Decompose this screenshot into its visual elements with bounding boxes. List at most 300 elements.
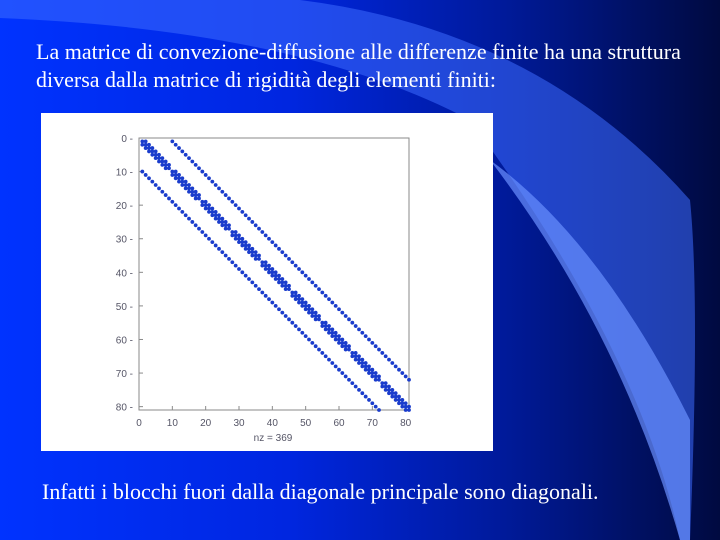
nonzero-point <box>397 398 401 402</box>
nonzero-point <box>290 291 294 295</box>
nonzero-point <box>270 274 274 278</box>
nonzero-point <box>370 341 374 345</box>
nonzero-point <box>380 385 384 389</box>
nonzero-point <box>290 260 294 264</box>
nonzero-point <box>364 334 368 338</box>
nonzero-point <box>347 344 351 348</box>
sparsity-plot-figure <box>41 113 493 451</box>
nonzero-point <box>264 294 268 298</box>
nonzero-point <box>284 280 288 284</box>
nonzero-point <box>330 334 334 338</box>
nonzero-point <box>194 197 198 201</box>
x-tick-label: 70 <box>366 418 378 429</box>
nonzero-point <box>187 190 191 194</box>
nonzero-point <box>250 254 254 258</box>
nonzero-point <box>200 200 204 204</box>
nonzero-point <box>370 368 374 372</box>
nonzero-point <box>377 375 381 379</box>
nonzero-point <box>364 361 368 365</box>
nonzero-point <box>334 364 338 368</box>
nonzero-point <box>360 361 364 365</box>
nonzero-point <box>394 391 398 395</box>
nonzero-point <box>307 338 311 342</box>
nonzero-point <box>400 398 404 402</box>
nonzero-point <box>207 207 211 211</box>
nonzero-point <box>250 280 254 284</box>
nonzero-point <box>167 163 171 167</box>
nonzero-point <box>297 267 301 271</box>
nonzero-point <box>190 220 194 224</box>
nonzero-point <box>147 143 151 147</box>
conclusion-text: Infatti i blocchi fuori dalla diagonale principale sono diagonali. <box>42 479 599 504</box>
nonzero-point <box>350 321 354 325</box>
nonzero-point <box>217 186 221 190</box>
nonzero-point <box>230 233 234 237</box>
nonzero-point <box>294 294 298 298</box>
nonzero-point <box>324 354 328 358</box>
nonzero-point <box>277 307 281 311</box>
nonzero-point <box>377 408 381 412</box>
nonzero-point <box>360 391 364 395</box>
nonzero-point <box>307 307 311 311</box>
nonzero-point <box>227 227 231 231</box>
nonzero-point <box>287 284 291 288</box>
nonzero-point <box>190 193 194 197</box>
nonzero-point <box>244 244 248 248</box>
nonzero-point <box>224 227 228 231</box>
nonzero-point <box>277 274 281 278</box>
nonzero-point <box>320 324 324 328</box>
nonzero-point <box>177 207 181 211</box>
nonzero-point <box>360 358 364 362</box>
nonzero-point <box>247 247 251 251</box>
nonzero-point <box>380 381 384 385</box>
nonzero-point <box>390 391 394 395</box>
nonzero-point <box>354 324 358 328</box>
nonzero-point <box>297 328 301 332</box>
nonzero-point <box>177 146 181 150</box>
nonzero-point <box>324 328 328 332</box>
nonzero-point <box>314 314 318 318</box>
nonzero-point <box>274 270 278 274</box>
x-axis-label: nz = 369 <box>253 433 293 444</box>
y-tick-label: 20 - <box>115 201 133 213</box>
nonzero-point <box>267 270 271 274</box>
nonzero-point <box>284 314 288 318</box>
y-tick-label: 0 - <box>121 134 133 145</box>
nonzero-point <box>357 354 361 358</box>
nonzero-point <box>224 193 228 197</box>
nonzero-point <box>364 395 368 399</box>
nonzero-point <box>344 314 348 318</box>
nonzero-point <box>394 398 398 402</box>
nonzero-point <box>337 338 341 342</box>
nonzero-point <box>264 264 268 268</box>
nonzero-point <box>214 210 218 214</box>
nonzero-point <box>320 321 324 325</box>
nonzero-point <box>264 267 268 271</box>
nonzero-point <box>350 381 354 385</box>
nonzero-point <box>250 247 254 251</box>
nonzero-point <box>244 247 248 251</box>
nonzero-point <box>157 186 161 190</box>
nonzero-point <box>404 401 408 405</box>
nonzero-point <box>400 371 404 375</box>
nonzero-point <box>234 233 238 237</box>
nonzero-point <box>340 371 344 375</box>
nonzero-point <box>180 150 184 154</box>
nonzero-point <box>207 203 211 207</box>
nonzero-point <box>374 405 378 409</box>
nonzero-point <box>167 166 171 170</box>
nonzero-point <box>220 217 224 221</box>
nonzero-point <box>214 183 218 187</box>
nonzero-point <box>234 230 238 234</box>
nonzero-point <box>237 240 241 244</box>
nonzero-point <box>180 210 184 214</box>
nonzero-point <box>184 180 188 184</box>
nonzero-point <box>347 348 351 352</box>
nonzero-point <box>194 223 198 227</box>
nonzero-point <box>174 170 178 174</box>
nonzero-point <box>270 270 274 274</box>
nonzero-point <box>340 338 344 342</box>
nonzero-point <box>220 250 224 254</box>
nonzero-point <box>370 375 374 379</box>
nonzero-point <box>180 176 184 180</box>
nonzero-point <box>240 240 244 244</box>
nonzero-point <box>164 160 168 164</box>
nonzero-point <box>390 395 394 399</box>
nonzero-point <box>217 220 221 224</box>
nonzero-point <box>177 173 181 177</box>
nonzero-point <box>344 341 348 345</box>
nonzero-point <box>244 274 248 278</box>
nonzero-point <box>314 311 318 315</box>
nonzero-point <box>274 304 278 308</box>
nonzero-point <box>370 371 374 375</box>
nonzero-point <box>154 150 158 154</box>
nonzero-point <box>254 250 258 254</box>
nonzero-point <box>310 341 314 345</box>
nonzero-point <box>147 150 151 154</box>
nonzero-point <box>367 338 371 342</box>
nonzero-point <box>140 170 144 174</box>
nonzero-point <box>284 254 288 258</box>
nonzero-point <box>294 297 298 301</box>
nonzero-point <box>357 358 361 362</box>
nonzero-point <box>260 291 264 295</box>
nonzero-point <box>300 331 304 335</box>
nonzero-point <box>380 351 384 355</box>
nonzero-point <box>360 364 364 368</box>
nonzero-point <box>307 311 311 315</box>
nonzero-point <box>280 280 284 284</box>
nonzero-point <box>344 348 348 352</box>
nonzero-point <box>177 176 181 180</box>
nonzero-point <box>287 257 291 261</box>
nonzero-point <box>337 368 341 372</box>
nonzero-point <box>324 321 328 325</box>
nonzero-point <box>177 180 181 184</box>
nonzero-point <box>300 270 304 274</box>
nonzero-point <box>214 217 218 221</box>
nonzero-point <box>254 254 258 258</box>
nonzero-point <box>270 301 274 305</box>
nonzero-point <box>350 351 354 355</box>
nonzero-point <box>260 264 264 268</box>
nonzero-point <box>384 385 388 389</box>
nonzero-point <box>397 401 401 405</box>
nonzero-point <box>160 190 164 194</box>
y-tick-label: 40 - <box>115 268 133 280</box>
nonzero-point <box>164 166 168 170</box>
nonzero-point <box>224 223 228 227</box>
nonzero-point <box>390 361 394 365</box>
nonzero-point <box>407 378 411 382</box>
nonzero-point <box>244 213 248 217</box>
nonzero-point <box>314 284 318 288</box>
nonzero-point <box>357 361 361 365</box>
x-tick-label: 0 <box>136 418 142 429</box>
nonzero-point <box>217 213 221 217</box>
nonzero-point <box>207 210 211 214</box>
x-tick-label: 50 <box>300 418 312 429</box>
nonzero-point <box>207 176 211 180</box>
nonzero-point <box>154 156 158 160</box>
nonzero-point <box>344 344 348 348</box>
nonzero-point <box>327 358 331 362</box>
nonzero-point <box>257 254 261 258</box>
nonzero-point <box>144 146 148 150</box>
nonzero-point <box>204 173 208 177</box>
nonzero-point <box>217 217 221 221</box>
nonzero-point <box>250 220 254 224</box>
nonzero-point <box>374 378 378 382</box>
nonzero-point <box>280 250 284 254</box>
nonzero-point <box>170 170 174 174</box>
nonzero-point <box>184 186 188 190</box>
nonzero-point <box>274 274 278 278</box>
nonzero-point <box>240 210 244 214</box>
nonzero-point <box>324 294 328 298</box>
nonzero-point <box>147 146 151 150</box>
nonzero-point <box>220 220 224 224</box>
nonzero-point <box>297 294 301 298</box>
nonzero-point <box>170 200 174 204</box>
nonzero-point <box>334 334 338 338</box>
nonzero-point <box>154 153 158 157</box>
nonzero-point <box>237 207 241 211</box>
nonzero-point <box>204 233 208 237</box>
nonzero-point <box>174 143 178 147</box>
x-tick-label: 80 <box>400 418 412 429</box>
nonzero-point <box>150 146 154 150</box>
nonzero-point <box>277 280 281 284</box>
nonzero-point <box>304 307 308 311</box>
nonzero-point <box>174 173 178 177</box>
nonzero-point <box>317 314 321 318</box>
nonzero-point <box>340 344 344 348</box>
nonzero-point <box>174 176 178 180</box>
nonzero-point <box>377 378 381 382</box>
nonzero-point <box>270 267 274 271</box>
nonzero-point <box>397 368 401 372</box>
nonzero-point <box>304 334 308 338</box>
nonzero-point <box>210 240 214 244</box>
nonzero-point <box>227 223 231 227</box>
nonzero-point <box>350 354 354 358</box>
nonzero-point <box>260 230 264 234</box>
x-tick-label: 40 <box>266 418 278 429</box>
nonzero-point <box>327 324 331 328</box>
nonzero-point <box>354 351 358 355</box>
nonzero-point <box>230 230 234 234</box>
nonzero-point <box>214 244 218 248</box>
nonzero-point <box>187 156 191 160</box>
nonzero-point <box>230 260 234 264</box>
nonzero-point <box>200 230 204 234</box>
nonzero-point <box>257 257 261 261</box>
nonzero-point <box>334 338 338 342</box>
nonzero-point <box>387 388 391 392</box>
nonzero-point <box>247 244 251 248</box>
nonzero-point <box>357 328 361 332</box>
nonzero-point <box>314 317 318 321</box>
nonzero-point <box>254 284 258 288</box>
nonzero-point <box>234 237 238 241</box>
nonzero-point <box>340 311 344 315</box>
nonzero-point <box>357 388 361 392</box>
nonzero-point <box>190 186 194 190</box>
nonzero-point <box>187 183 191 187</box>
nonzero-point <box>320 351 324 355</box>
nonzero-point <box>354 385 358 389</box>
nonzero-point <box>287 317 291 321</box>
nonzero-point <box>337 307 341 311</box>
nonzero-point <box>300 304 304 308</box>
nonzero-point <box>404 408 408 412</box>
y-tick-label: 80 - <box>115 402 133 414</box>
nonzero-point <box>164 193 168 197</box>
nonzero-point <box>284 284 288 288</box>
nonzero-point <box>267 267 271 271</box>
nonzero-point <box>174 203 178 207</box>
nonzero-point <box>210 210 214 214</box>
nonzero-point <box>404 405 408 409</box>
nonzero-point <box>147 176 151 180</box>
nonzero-point <box>384 381 388 385</box>
nonzero-point <box>314 344 318 348</box>
nonzero-point <box>207 237 211 241</box>
nonzero-point <box>397 395 401 399</box>
nonzero-point <box>327 331 331 335</box>
nonzero-point <box>210 207 214 211</box>
nonzero-point <box>310 314 314 318</box>
nonzero-point <box>194 190 198 194</box>
nonzero-point <box>277 277 281 281</box>
nonzero-point <box>374 344 378 348</box>
nonzero-point <box>297 301 301 305</box>
nonzero-point <box>244 240 248 244</box>
nonzero-point <box>364 368 368 372</box>
y-tick-label: 30 - <box>115 234 133 246</box>
nonzero-point <box>294 264 298 268</box>
nonzero-point <box>310 311 314 315</box>
nonzero-point <box>370 401 374 405</box>
nonzero-point <box>157 160 161 164</box>
nonzero-point <box>190 160 194 164</box>
nonzero-point <box>344 375 348 379</box>
nonzero-point <box>227 197 231 201</box>
nonzero-point <box>387 391 391 395</box>
sparsity-plot <box>41 113 493 451</box>
nonzero-point <box>140 139 144 143</box>
nonzero-point <box>267 264 271 268</box>
nonzero-point <box>254 223 258 227</box>
nonzero-point <box>167 197 171 201</box>
nonzero-point <box>180 183 184 187</box>
nonzero-point <box>374 371 378 375</box>
nonzero-point <box>400 401 404 405</box>
nonzero-point <box>304 274 308 278</box>
nonzero-point <box>274 277 278 281</box>
nonzero-point <box>184 183 188 187</box>
nonzero-point <box>144 143 148 147</box>
nonzero-point <box>194 193 198 197</box>
nonzero-point <box>287 287 291 291</box>
nonzero-point <box>367 371 371 375</box>
nonzero-point <box>187 217 191 221</box>
nonzero-point <box>257 227 261 231</box>
nonzero-point <box>384 354 388 358</box>
y-tick-label: 10 - <box>115 167 133 179</box>
nonzero-point <box>280 277 284 281</box>
nonzero-point <box>184 153 188 157</box>
y-tick-label: 50 - <box>115 301 133 313</box>
nonzero-point <box>334 304 338 308</box>
nonzero-point <box>360 331 364 335</box>
x-tick-label: 60 <box>333 418 345 429</box>
nonzero-point <box>160 160 164 164</box>
nonzero-point <box>260 260 264 264</box>
nonzero-point <box>267 237 271 241</box>
nonzero-point <box>140 143 144 147</box>
nonzero-point <box>407 405 411 409</box>
nonzero-point <box>280 284 284 288</box>
nonzero-point <box>234 264 238 268</box>
nonzero-point <box>364 364 368 368</box>
nonzero-point <box>277 247 281 251</box>
nonzero-point <box>240 237 244 241</box>
nonzero-point <box>394 395 398 399</box>
nonzero-point <box>367 398 371 402</box>
y-tick-label: 70 - <box>115 369 133 381</box>
nonzero-point <box>354 358 358 362</box>
nonzero-point <box>294 291 298 295</box>
nonzero-point <box>247 217 251 221</box>
nonzero-point <box>317 317 321 321</box>
nonzero-point <box>197 166 201 170</box>
nonzero-point <box>224 220 228 224</box>
nonzero-point <box>317 348 321 352</box>
nonzero-point <box>407 408 411 412</box>
nonzero-point <box>290 294 294 298</box>
nonzero-point <box>194 163 198 167</box>
nonzero-point <box>237 267 241 271</box>
nonzero-point <box>234 203 238 207</box>
nonzero-point <box>404 375 408 379</box>
